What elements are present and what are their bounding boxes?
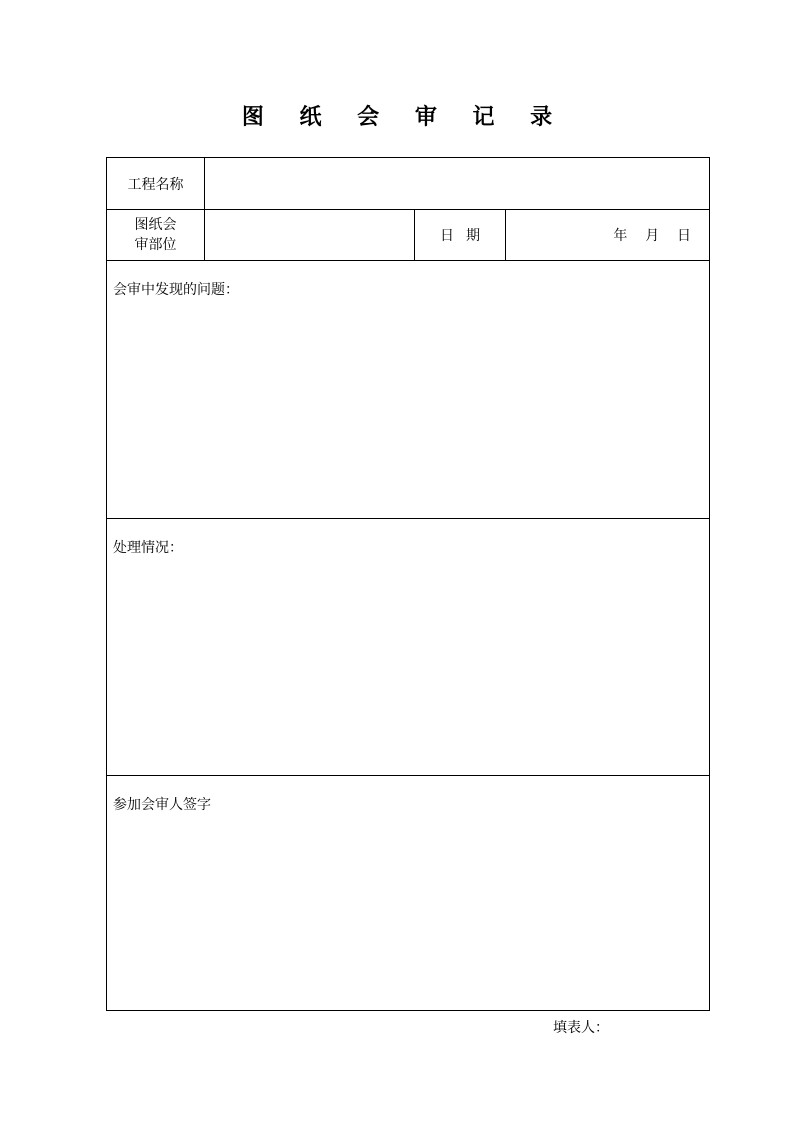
date-field[interactable]: 年 月 日 — [506, 210, 710, 261]
handling-label: 处理情况： — [113, 540, 183, 556]
signatures-label: 参加会审人签字 — [113, 797, 211, 813]
signatures-row — [107, 776, 710, 1011]
drawing-review-form — [106, 157, 710, 1011]
project-name-label: 工程名称 — [107, 158, 205, 210]
issues-label: 会审中发现的问题： — [113, 282, 239, 298]
issues-row — [107, 261, 710, 519]
date-label: 日期 — [415, 210, 506, 261]
project-name-field[interactable] — [205, 158, 710, 210]
page-title: 图 纸 会 审 记 录 — [241, 104, 567, 130]
review-part-label: 图纸会 审部位 — [107, 210, 205, 261]
review-part-field[interactable] — [205, 210, 415, 261]
signatures-field[interactable] — [107, 776, 710, 1011]
project-name-row — [107, 158, 710, 210]
handling-field[interactable] — [107, 519, 710, 776]
filled-by-label: 填表人： — [553, 1020, 609, 1036]
handling-row — [107, 519, 710, 776]
issues-field[interactable] — [107, 261, 710, 519]
review-part-row — [107, 210, 710, 261]
